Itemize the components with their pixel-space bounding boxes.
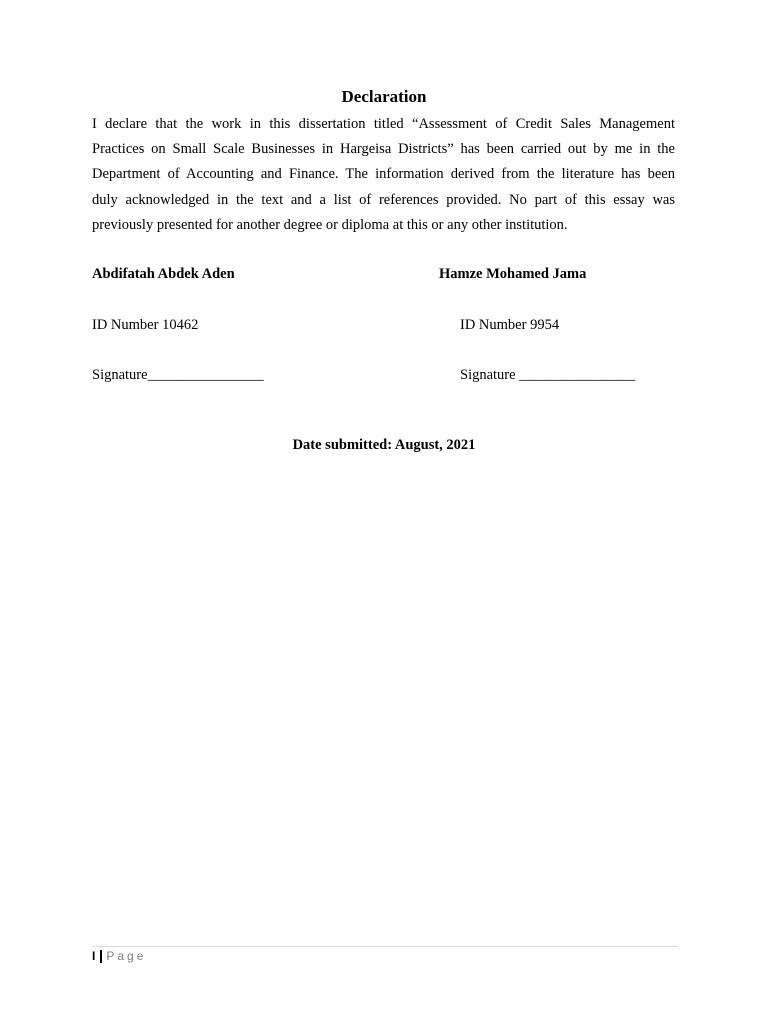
author-2-name: Hamze Mohamed Jama	[439, 266, 587, 282]
page-title: Declaration	[341, 87, 427, 106]
date-submitted: Date submitted: August, 2021	[292, 437, 476, 453]
author-1-id: ID Number 10462	[92, 317, 199, 333]
paragraph-line: Practices on Small Scale Businesses in Hargeisa Districts” has been carried out by me in the	[92, 141, 675, 158]
author-2-id: ID Number 9954	[460, 317, 560, 333]
footer-separator	[100, 950, 102, 963]
paragraph-line: duly acknowledged in the text and a list of references provided. No part of this essay was	[92, 191, 675, 208]
page-number: I	[92, 949, 96, 963]
paragraph-line: previously presented for another degree or diploma at this or any other institution.	[92, 216, 568, 233]
author-1-signature: Signature________________	[92, 367, 264, 383]
paragraph-line: I declare that the work in this dissertation titled “Assessment of Credit Sales Management	[92, 116, 675, 132]
author-1-name: Abdifatah Abdek Aden	[92, 266, 235, 282]
page-footer	[92, 948, 146, 964]
author-2-signature: Signature ________________	[460, 367, 636, 383]
page-label: Page	[106, 949, 147, 963]
footer-divider	[92, 946, 678, 947]
paragraph-line: Department of Accounting and Finance. The information derived from the literature has been	[92, 166, 675, 183]
declaration-paragraph	[92, 112, 675, 238]
